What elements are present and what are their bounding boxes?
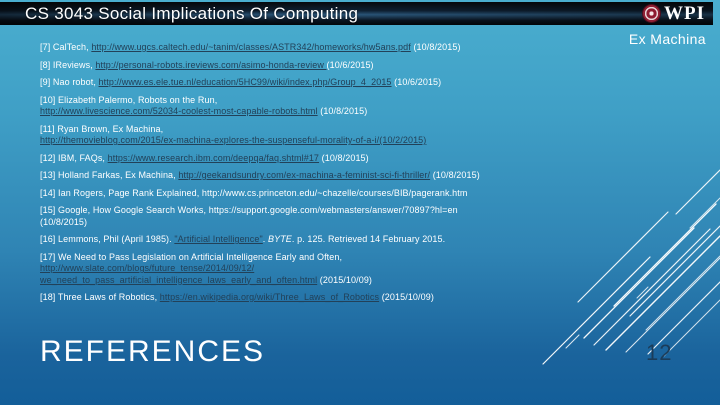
reference-item [40, 60, 532, 72]
reference-text: [10] Elizabeth Palermo, Robots on the Run, [40, 94, 218, 105]
reference-link[interactable]: http://www.ugcs.caltech.edu/~tanim/classes/ASTR342/homeworks/hw5ans.pdf [91, 42, 411, 52]
reference-text: BYTE [268, 234, 292, 244]
reference-link[interactable]: https://www.research.ibm.com/deepqa/faq.shtml#17 [107, 152, 320, 163]
reference-link[interactable]: http://geekandsundry.com/ex-machina-a-feminist-sci-fi-thriller/ [178, 170, 431, 180]
reference-item [40, 234, 532, 246]
reference-text: [13] Holland Farkas, Ex Machina, [40, 170, 179, 180]
reference-item [40, 153, 532, 165]
page-number: 12 [646, 340, 673, 365]
reference-text: (10/6/2015) [326, 59, 374, 70]
reference-text: [7] CalTech, [40, 42, 92, 52]
reference-text: [16] Lemmons, Phil (April 1985). [40, 234, 175, 244]
reference-text: [14] Ian Rogers, Page Rank Explained, http://www.cs.princeton.edu/~chazelle/courses/BIB/pagerank.htm [40, 187, 468, 198]
reference-link[interactable]: http://themovieblog.com/2015/ex-machina-explores-the-suspenseful-morality-of-a-i/(10/2/2015) [40, 135, 427, 145]
reference-link[interactable]: http://www.slate.com/blogs/future_tense/2014/09/12/ [40, 263, 255, 273]
reference-item [40, 77, 532, 89]
reference-text: [18] Three Laws of Robotics, [40, 292, 160, 302]
reference-item [40, 124, 532, 147]
reference-text: (10/8/2015) [410, 42, 461, 52]
reference-text: (10/8/2015) [430, 170, 480, 180]
reference-text: (2015/10/09) [379, 292, 434, 302]
reference-item [40, 188, 532, 200]
course-title: CS 3043 Social Implications Of Computing [25, 4, 359, 23]
reference-text: [12] IBM, FAQs, [40, 152, 108, 163]
reference-link[interactable]: http://www.livescience.com/52034-coolest-most-capable-robots.html [40, 106, 318, 116]
wpi-logo [643, 2, 705, 25]
reference-link[interactable]: we_need_to_pass_artificial_intelligence_laws_early_and_often.html [40, 274, 318, 285]
reference-link[interactable]: http://www.es.ele.tue.nl/education/5HC99/wiki/index.php/Group_4_2015 [98, 77, 392, 87]
reference-item [40, 95, 532, 118]
slide-title-bar [0, 2, 713, 25]
reference-text: . p. 125. Retrieved 14 February 2015. [291, 234, 446, 244]
reference-link[interactable]: https://en.wikipedia.org/wiki/Three_Laws_of_Robotics [159, 292, 380, 302]
reference-text: (10/8/2015) [40, 216, 88, 227]
reference-text: [9] Nao robot, [40, 77, 99, 87]
reference-item [40, 42, 532, 54]
reference-text: [11] Ryan Brown, Ex Machina, [40, 123, 164, 134]
reference-item [40, 170, 532, 182]
reference-text: (2015/10/09) [317, 274, 373, 285]
reference-text: [8] IReviews, [40, 59, 96, 70]
wpi-seal-icon [643, 5, 660, 22]
reference-text: . [262, 234, 268, 244]
reference-text: [17] We Need to Pass Legislation on Artificial Intelligence Early and Often, [40, 251, 343, 262]
reference-link[interactable]: "Artificial Intelligence" [174, 234, 263, 244]
slide-subtitle: Ex Machina [628, 31, 706, 47]
references-list [40, 42, 532, 310]
reference-item [40, 292, 532, 304]
wpi-wordmark: WPI [664, 3, 705, 24]
reference-text: (10/8/2015) [319, 152, 369, 163]
reference-item [40, 205, 532, 228]
reference-link[interactable]: http://personal-robots.ireviews.com/asimo-honda-review [95, 59, 327, 70]
reference-text: (10/8/2015) [317, 106, 368, 116]
reference-text: [15] Google, How Google Search Works, https://support.google.com/webmasters/answer/70897?hl=en [40, 205, 458, 215]
reference-item [40, 252, 532, 287]
slide-heading: REFERENCES [40, 335, 266, 368]
reference-text: (10/6/2015) [391, 77, 442, 87]
